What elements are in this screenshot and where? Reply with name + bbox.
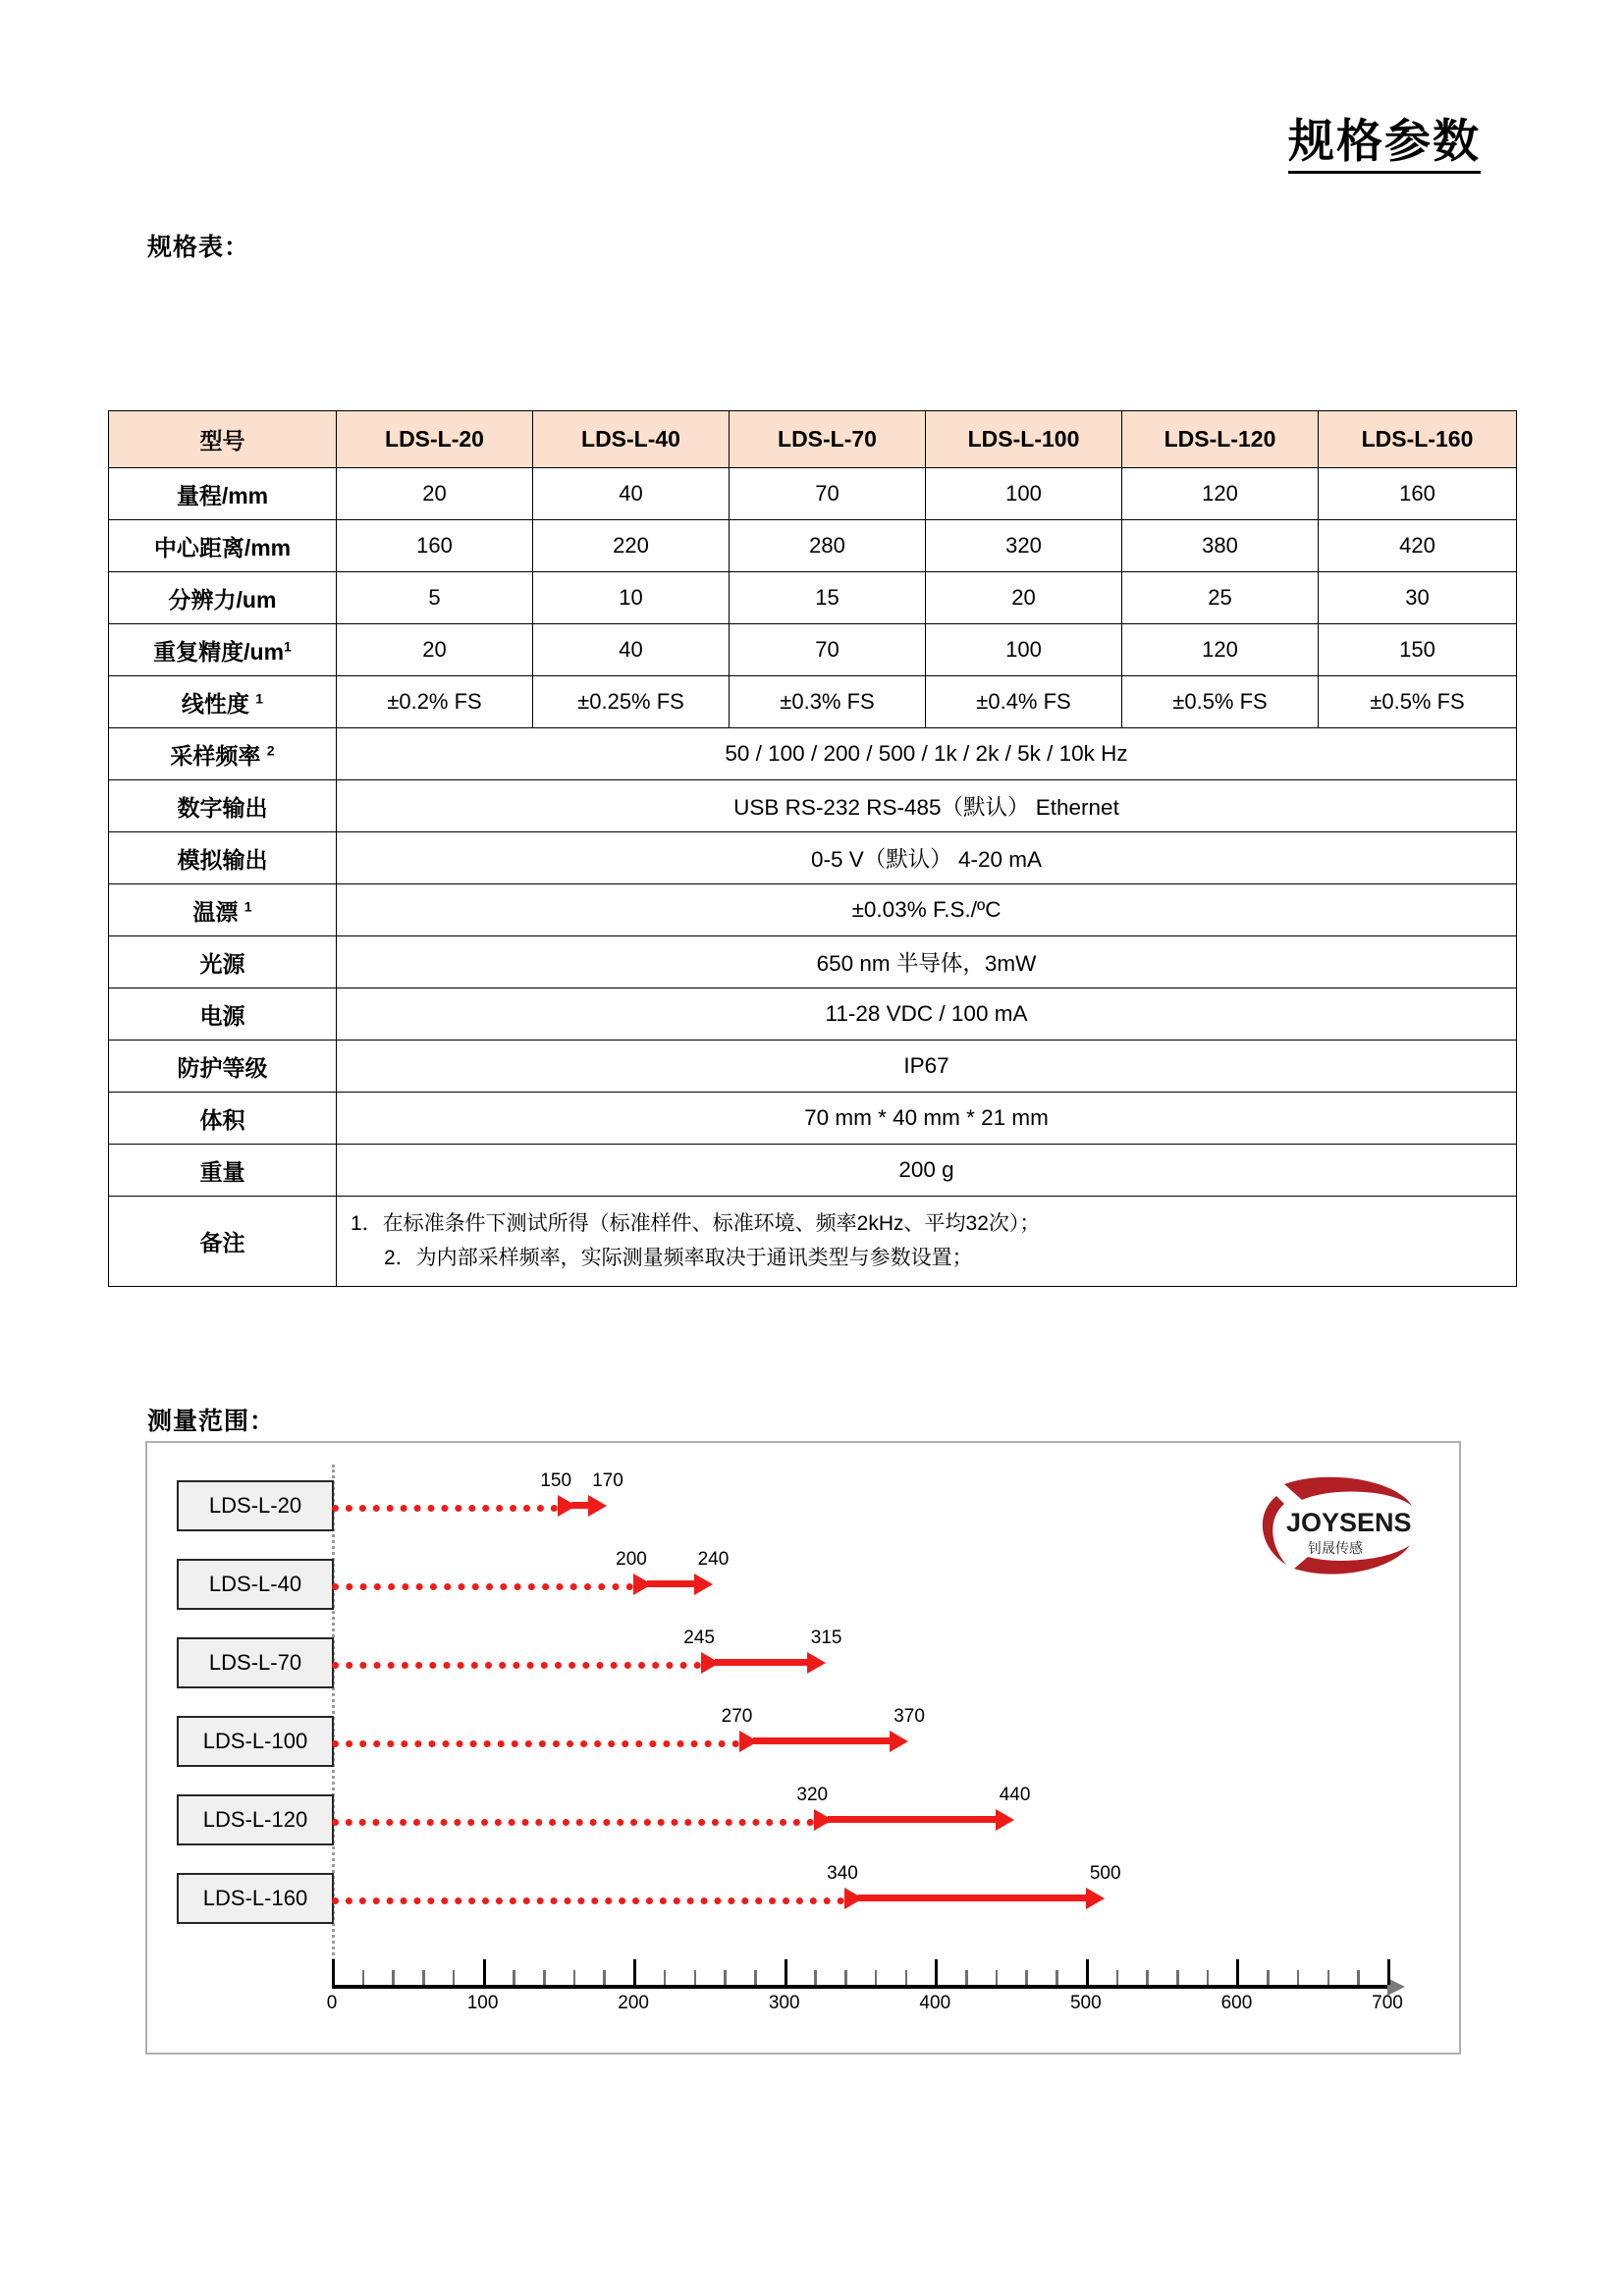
table-cell-merged-value: 0-5 V（默认） 4-20 mA (337, 832, 1517, 884)
table-row (109, 884, 1517, 936)
range-dotted-lead (332, 1505, 558, 1512)
table-cell-value: ±0.3% FS (730, 676, 926, 728)
page-title: 规格参数 (1288, 116, 1481, 174)
row-label-text: 中心距离/mm (153, 534, 292, 561)
row-label-footnote-marker: 2 (266, 741, 275, 758)
table-cell-value: 380 (1122, 520, 1319, 572)
table-cell-value: 120 (1122, 468, 1319, 520)
table-cell-value: 20 (926, 572, 1122, 624)
x-axis-tick-label: 200 (618, 1993, 649, 2013)
table-cell-value: 120 (1122, 624, 1319, 676)
table-cell-merged-value: ±0.03% F.S./ºC (337, 884, 1517, 936)
table-cell-merged-value: 650 nm 半导体，3mW (337, 936, 1517, 988)
table-cell-value: 420 (1319, 520, 1517, 572)
row-label-text: 线性度 (181, 690, 256, 717)
table-row (109, 1041, 1517, 1093)
table-cell-value: ±0.4% FS (926, 676, 1122, 728)
table-cell-merged-value: 11-28 VDC / 100 mA (337, 988, 1517, 1041)
table-row (109, 572, 1517, 624)
table-cell-value: ±0.5% FS (1122, 676, 1319, 728)
table-cell-value: 150 (1319, 624, 1517, 676)
table-row (109, 936, 1517, 988)
table-cell-value: ±0.2% FS (337, 676, 533, 728)
table-cell-value: 320 (926, 520, 1122, 572)
range-end-arrowhead (996, 1809, 1014, 1831)
table-cell-value: 160 (1319, 468, 1517, 520)
range-chart-heading: 测量范围： (147, 1408, 276, 1435)
x-axis-tick-label: 700 (1372, 1993, 1403, 2013)
table-cell-value: 220 (533, 520, 730, 572)
x-axis-minor-tick (1116, 1970, 1119, 1985)
table-row-label (109, 468, 337, 520)
x-axis-minor-tick (1327, 1970, 1330, 1985)
range-end-value: 240 (697, 1549, 730, 1570)
x-axis-minor-tick (875, 1970, 878, 1985)
x-axis-minor-tick (513, 1970, 515, 1985)
table-cell-value: 70 (730, 468, 926, 520)
range-end-arrowhead (807, 1652, 826, 1674)
x-axis-minor-tick (603, 1970, 606, 1985)
x-axis-minor-tick (844, 1970, 847, 1985)
table-cell-value: 40 (533, 624, 730, 676)
chart-range-bar (332, 1863, 1417, 1924)
chart-range-bar (332, 1706, 1417, 1767)
table-row-label (109, 1145, 337, 1197)
table-row (109, 988, 1517, 1041)
table-header-model: LDS-L-160 (1319, 411, 1517, 468)
table-cell-merged-value: IP67 (337, 1041, 1517, 1093)
x-axis-minor-tick (1146, 1970, 1149, 1985)
x-axis-tick-label: 500 (1069, 1993, 1102, 2013)
table-cell-value: 280 (730, 520, 926, 572)
table-header-label: 型号 (109, 411, 337, 468)
table-row-label (109, 1093, 337, 1145)
range-start-value: 245 (683, 1628, 715, 1648)
range-start-value: 200 (616, 1549, 647, 1570)
table-cell-value: 5 (337, 572, 533, 624)
row-label-text: 光源 (199, 950, 245, 977)
x-axis-minor-tick (1025, 1970, 1028, 1985)
x-axis-minor-tick (1357, 1970, 1360, 1985)
table-header-row (109, 411, 1517, 468)
row-label-text: 体积 (199, 1106, 245, 1133)
table-row-label (109, 884, 337, 936)
range-dotted-lead (332, 1819, 814, 1826)
x-axis-minor-tick (754, 1970, 757, 1985)
x-axis-minor-tick (543, 1970, 546, 1985)
table-row (109, 1145, 1517, 1197)
x-axis-minor-tick (392, 1970, 395, 1985)
table-cell-merged-value: USB RS-232 RS-485（默认） Ethernet (337, 780, 1517, 832)
table-row (109, 1093, 1517, 1145)
chart-range-bar (332, 1470, 1417, 1531)
x-axis-minor-tick (664, 1970, 667, 1985)
range-dotted-lead (332, 1662, 701, 1669)
table-row-label (109, 572, 337, 624)
x-axis-tick-label: 300 (768, 1993, 800, 2013)
x-axis-minor-tick (1056, 1970, 1058, 1985)
table-cell-value: 40 (533, 468, 730, 520)
table-row (109, 520, 1517, 572)
table-row (109, 832, 1517, 884)
table-cell-value: 30 (1319, 572, 1517, 624)
row-label-text: 重量 (199, 1158, 245, 1185)
table-row-label (109, 624, 337, 676)
x-axis-major-tick (935, 1959, 938, 1985)
table-header-model: LDS-L-100 (926, 411, 1122, 468)
range-dotted-lead (332, 1897, 844, 1904)
x-axis-major-tick (785, 1959, 787, 1985)
table-cell-value: 10 (533, 572, 730, 624)
row-label-footnote-marker: 1 (244, 897, 252, 914)
table-cell-value: 25 (1122, 572, 1319, 624)
table-cell-value: 70 (730, 624, 926, 676)
table-row-label (109, 780, 337, 832)
chart-model-label: LDS-L-160 (177, 1873, 334, 1924)
range-solid-span (571, 1502, 588, 1509)
chart-range-bar (332, 1549, 1417, 1610)
range-solid-span (753, 1737, 891, 1744)
chart-model-label: LDS-L-20 (177, 1480, 334, 1531)
row-label-text: 数字输出 (177, 794, 268, 821)
range-end-arrowhead (588, 1495, 607, 1517)
chart-range-bar (332, 1628, 1417, 1688)
table-cell-value: 20 (337, 624, 533, 676)
range-solid-span (647, 1580, 693, 1587)
range-solid-span (828, 1816, 995, 1823)
chart-model-label: LDS-L-120 (177, 1794, 334, 1845)
row-label-footnote-marker: 1 (284, 637, 292, 654)
table-cell-merged-value: 70 mm * 40 mm * 21 mm (337, 1093, 1517, 1145)
table-cell-value: 160 (337, 520, 533, 572)
row-label-text: 模拟输出 (177, 846, 268, 873)
x-axis-line (332, 1985, 1387, 1989)
svg-text:JOYSENS: JOYSENS (1286, 1508, 1412, 1537)
x-axis-tick-label: 0 (326, 1993, 338, 2013)
range-start-value: 270 (721, 1706, 753, 1727)
x-axis-minor-tick (1297, 1970, 1300, 1985)
table-row-label (109, 520, 337, 572)
table-row (109, 676, 1517, 728)
chart-model-label: LDS-L-100 (177, 1716, 334, 1767)
table-cell-merged-value: 200 g (337, 1145, 1517, 1197)
row-label-text: 防护等级 (177, 1054, 268, 1081)
table-cell-value: ±0.5% FS (1319, 676, 1517, 728)
table-header-model: LDS-L-70 (730, 411, 926, 468)
notes-row-label: 备注 (109, 1197, 337, 1287)
table-cell-merged-value: 50 / 100 / 200 / 500 / 1k / 2k / 5k / 10k Hz (337, 728, 1517, 780)
x-axis-major-tick (1387, 1959, 1390, 1985)
note-line-1: 1．在标准条件下测试所得（标准样件、标准环境、频率2kHz、平均32次）； (351, 1212, 1041, 1236)
x-axis-major-tick (633, 1959, 636, 1985)
table-row (109, 468, 1517, 520)
table-header-model: LDS-L-120 (1122, 411, 1319, 468)
measurement-range-chart (145, 1441, 1461, 2055)
table-notes-row (109, 1197, 1517, 1287)
x-axis-major-tick (1236, 1959, 1239, 1985)
x-axis-minor-tick (1267, 1970, 1270, 1985)
x-axis-tick-label: 600 (1220, 1993, 1253, 2013)
row-label-text: 采样频率 (170, 742, 267, 769)
note-line-2: 2．为内部采样频率，实际测量频率取决于通讯类型与参数设置； (384, 1246, 973, 1269)
row-label-text: 量程/mm (176, 482, 269, 508)
x-axis-minor-tick (814, 1970, 817, 1985)
x-axis-minor-tick (724, 1970, 727, 1985)
table-row (109, 624, 1517, 676)
row-label-text: 电源 (199, 1002, 245, 1029)
range-start-value: 340 (827, 1863, 858, 1884)
range-start-value: 320 (796, 1785, 829, 1805)
range-dotted-lead (332, 1583, 633, 1590)
x-axis-tick-label: 100 (466, 1993, 499, 2013)
notes-row-content (337, 1197, 1517, 1287)
range-end-value: 315 (810, 1628, 842, 1648)
x-axis-minor-tick (453, 1970, 456, 1985)
chart-model-label: LDS-L-70 (177, 1637, 334, 1688)
range-dotted-lead (332, 1740, 739, 1747)
row-label-text: 重复精度/um (153, 638, 285, 665)
table-cell-value: 100 (926, 468, 1122, 520)
x-axis-major-tick (332, 1959, 335, 1985)
x-axis-minor-tick (965, 1970, 968, 1985)
table-cell-value: 100 (926, 624, 1122, 676)
table-cell-value: ±0.25% FS (533, 676, 730, 728)
range-end-arrowhead (694, 1574, 713, 1595)
x-axis-minor-tick (1207, 1970, 1210, 1985)
table-cell-value: 20 (337, 468, 533, 520)
row-label-footnote-marker: 1 (255, 689, 264, 706)
range-end-arrowhead (890, 1731, 908, 1752)
range-end-value: 370 (893, 1706, 925, 1727)
table-header-model: LDS-L-20 (337, 411, 533, 468)
range-solid-span (715, 1659, 807, 1666)
range-solid-span (858, 1895, 1086, 1901)
table-row (109, 728, 1517, 780)
table-row-label (109, 676, 337, 728)
range-start-value: 150 (540, 1470, 572, 1491)
x-axis-major-tick (1086, 1959, 1089, 1985)
table-header-model: LDS-L-40 (533, 411, 730, 468)
table-cell-value: 15 (730, 572, 926, 624)
chart-range-bar (332, 1785, 1417, 1845)
svg-text:钊晟传感: 钊晟传感 (1308, 1540, 1363, 1556)
table-row-label (109, 988, 337, 1041)
range-end-value: 500 (1089, 1863, 1121, 1884)
x-axis-tick-label: 400 (919, 1993, 951, 2013)
x-axis-minor-tick (1176, 1970, 1179, 1985)
x-axis-minor-tick (422, 1970, 425, 1985)
row-label-text: 分辨力/um (168, 586, 277, 613)
range-end-value: 170 (592, 1470, 623, 1491)
table-row-label (109, 1041, 337, 1093)
specification-table (108, 410, 1517, 1287)
x-axis-minor-tick (694, 1970, 697, 1985)
x-axis-minor-tick (996, 1970, 999, 1985)
x-axis-minor-tick (905, 1970, 908, 1985)
spec-table-heading: 规格表： (147, 234, 250, 261)
table-row (109, 780, 1517, 832)
range-end-value: 440 (999, 1785, 1031, 1805)
x-axis-minor-tick (362, 1970, 365, 1985)
table-row-label (109, 832, 337, 884)
chart-model-label: LDS-L-40 (177, 1559, 334, 1610)
x-axis-major-tick (483, 1959, 486, 1985)
x-axis-minor-tick (573, 1970, 576, 1985)
row-label-text: 温漂 (192, 898, 244, 925)
range-end-arrowhead (1086, 1888, 1105, 1909)
table-row-label (109, 936, 337, 988)
table-row-label (109, 728, 337, 780)
